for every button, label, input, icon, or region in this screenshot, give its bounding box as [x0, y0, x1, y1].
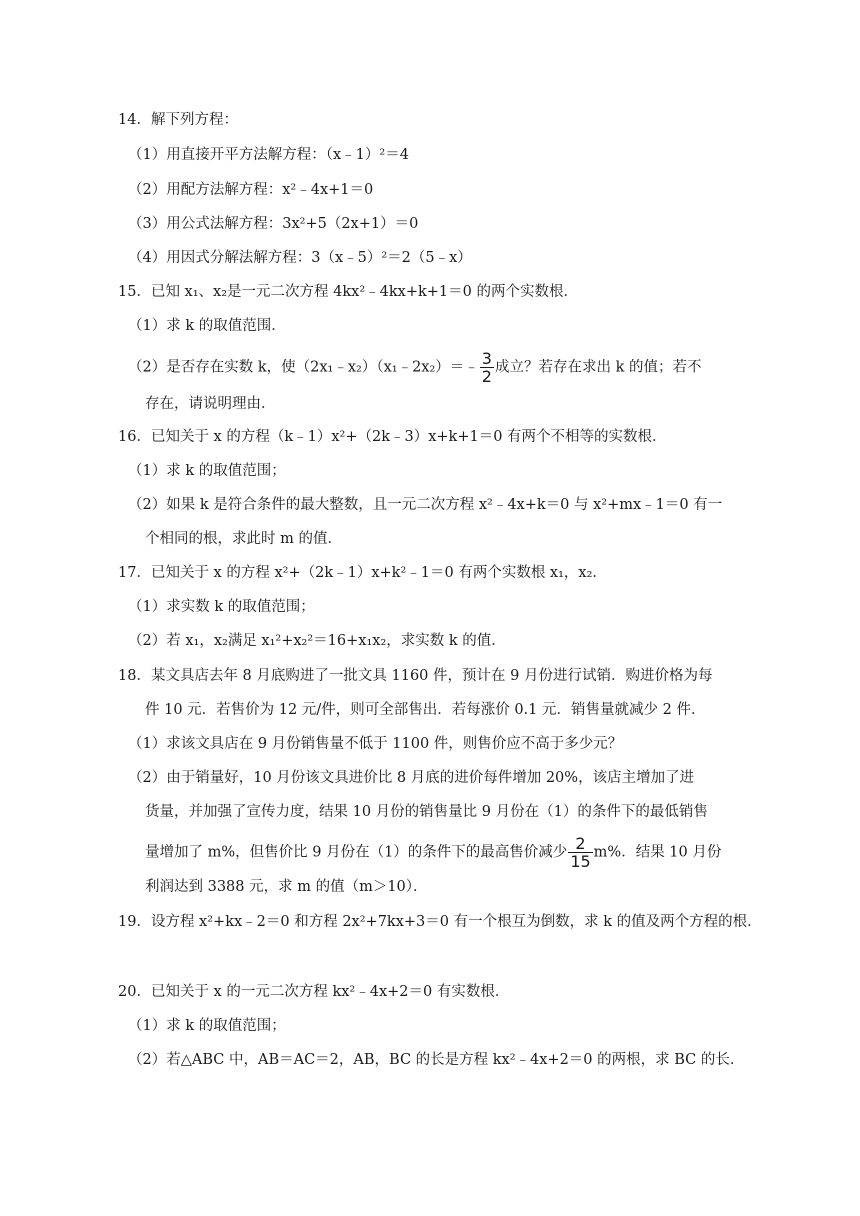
question-16-part-2: （2）如果 k 是符合条件的最大整数，且一元二次方程 x²﹣4x+k＝0 与 x²+mx﹣1＝0 有一 [128, 497, 723, 513]
question-17-part-1: （1）求实数 k 的取值范围； [128, 599, 315, 615]
question-14-part-2: （2）用配方法解方程：x²﹣4x+1＝0 [128, 182, 374, 198]
question-18-part-2-line-1: （2）由于销量好，10 月份该文具进价比 8 月底的进价每件增加 20%，该店主增加了进 [128, 770, 695, 786]
question-14-part-3: （3）用公式法解方程：3x²+5（2x+1）＝0 [128, 216, 419, 232]
question-18-part-1: （1）求该文具店在 9 月份销售量不低于 1100 件，则售价应不高于多少元？ [128, 736, 623, 752]
q18-line-3-text-before: 量增加了 m%，但售价比 9 月份在（1）的条件下的最高售价减少 [145, 844, 568, 861]
q15-part-2-text-before: （2）是否存在实数 k，使（2x₁﹣x₂）（x₁﹣2x₂）＝﹣ [128, 359, 479, 376]
question-15-title: 15．已知 x₁、x₂是一元二次方程 4kx²﹣4kx+k+1＝0 的两个实数根． [118, 284, 578, 300]
fraction-numerator: 3 [481, 349, 492, 368]
question-19-title: 19．设方程 x²+kx﹣2＝0 和方程 2x²+7kx+3＝0 有一个根互为倒数，求 k 的值及两个方程的根． [118, 914, 762, 930]
q15-fraction [480, 350, 494, 385]
q18-fraction [568, 835, 592, 870]
question-18-title: 18．某文具店去年 8 月底购进了一批文具 1160 件，预计在 9 月份进行试销．购进价格为每 [118, 668, 713, 684]
question-18-part-2-line-3 [145, 835, 721, 870]
question-20-title: 20．已知关于 x 的一元二次方程 kx²﹣4x+2＝0 有实数根． [118, 984, 510, 1000]
question-15-part-2-cont: 存在，请说明理由． [145, 396, 276, 412]
question-15-part-2 [128, 350, 701, 385]
question-15-part-1: （1）求 k 的取值范围． [128, 318, 286, 334]
fraction-denominator: 2 [481, 367, 492, 386]
question-17-title: 17．已知关于 x 的方程 x²+（2k﹣1）x+k²﹣1＝0 有两个实数根 x₁，x₂． [118, 565, 607, 581]
question-18-part-2-line-2: 货量，并加强了宣传力度，结果 10 月份的销售量比 9 月份在（1）的条件下的最低销售 [145, 804, 708, 820]
fraction-numerator: 2 [568, 835, 592, 853]
question-16-part-2-cont: 个相同的根，求此时 m 的值． [145, 531, 342, 547]
question-16-part-1: （1）求 k 的取值范围； [128, 463, 286, 479]
question-18-part-2-line-4: 利润达到 3388 元，求 m 的值（m＞10）． [145, 879, 428, 895]
question-20-part-2: （2）若△ABC 中，AB＝AC＝2，AB，BC 的长是方程 kx²﹣4x+2＝0 的两根，求 BC 的长． [128, 1052, 745, 1068]
question-14-part-1: （1）用直接开平方法解方程：（x﹣1）²＝4 [128, 147, 409, 163]
question-16-title: 16．已知关于 x 的方程（k﹣1）x²+（2k﹣3）x+k+1＝0 有两个不相等的实数根． [118, 429, 667, 445]
fraction-denominator: 15 [570, 852, 591, 871]
question-20-part-1: （1）求 k 的取值范围； [128, 1018, 286, 1034]
question-14-part-4: （4）用因式分解法解方程：3（x﹣5）²＝2（5﹣x） [128, 250, 472, 266]
q15-part-2-text-after: 成立？若存在求出 k 的值；若不 [494, 359, 702, 376]
question-14-title: 14．解下列方程： [118, 112, 238, 128]
q18-line-3-text-after: m%．结果 10 月份 [593, 844, 722, 861]
question-18-title-cont: 件 10 元．若售价为 12 元/件，则可全部售出．若每涨价 0.1 元．销售量就减少 2 件． [145, 702, 706, 718]
question-17-part-2: （2）若 x₁，x₂满足 x₁²+x₂²＝16+x₁x₂，求实数 k 的值． [128, 633, 506, 649]
